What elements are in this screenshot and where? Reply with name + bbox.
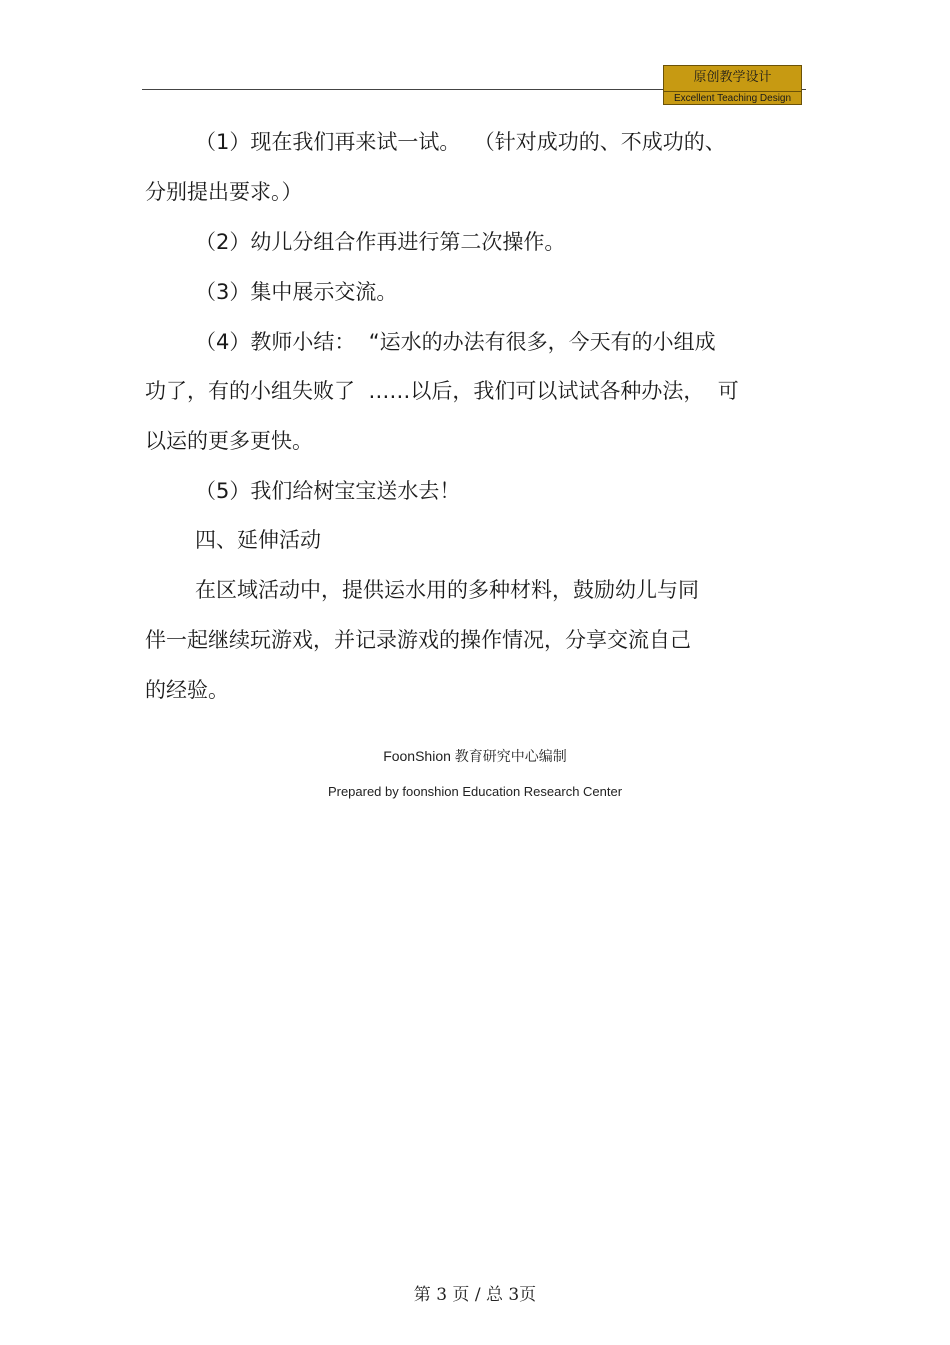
paragraph-line: 在区域活动中，提供运水用的多种材料，鼓励幼儿与同	[195, 578, 699, 602]
footer-org-en: Prepared by foonshion Education Research Center	[327, 784, 623, 799]
footer-org-cn: FoonShion 教育研究中心编制	[383, 748, 567, 764]
paragraph-line: （3）集中展示交流。	[195, 280, 398, 304]
paragraph-line: 功了，有的小组失败了 ……以后，我们可以试试各种办法， 可	[145, 379, 739, 403]
paragraph-line: 的经验。	[145, 678, 229, 702]
paragraph-line: 伴一起继续玩游戏，并记录游戏的操作情况，分享交流自己	[145, 628, 691, 652]
paragraph-line: （5）我们给树宝宝送水去！	[195, 479, 461, 503]
paragraph-line: （1）现在我们再来试一试。 （针对成功的、不成功的、	[195, 130, 726, 154]
page-number: 第 3 页 / 总 3页	[413, 1285, 537, 1305]
badge-title: 原创教学设计	[693, 70, 772, 85]
paragraph-line: （2）幼儿分组合作再进行第二次操作。	[195, 230, 566, 254]
paragraph-line: 以运的更多更快。	[145, 429, 313, 453]
badge-subtitle: Excellent Teaching Design	[673, 93, 792, 104]
paragraph-line: （4）教师小结： “运水的办法有很多，今天有的小组成	[195, 330, 716, 354]
header-badge	[663, 65, 802, 105]
paragraph-line: 分别提出要求。）	[145, 180, 303, 204]
section-heading: 四、延伸活动	[195, 528, 321, 552]
